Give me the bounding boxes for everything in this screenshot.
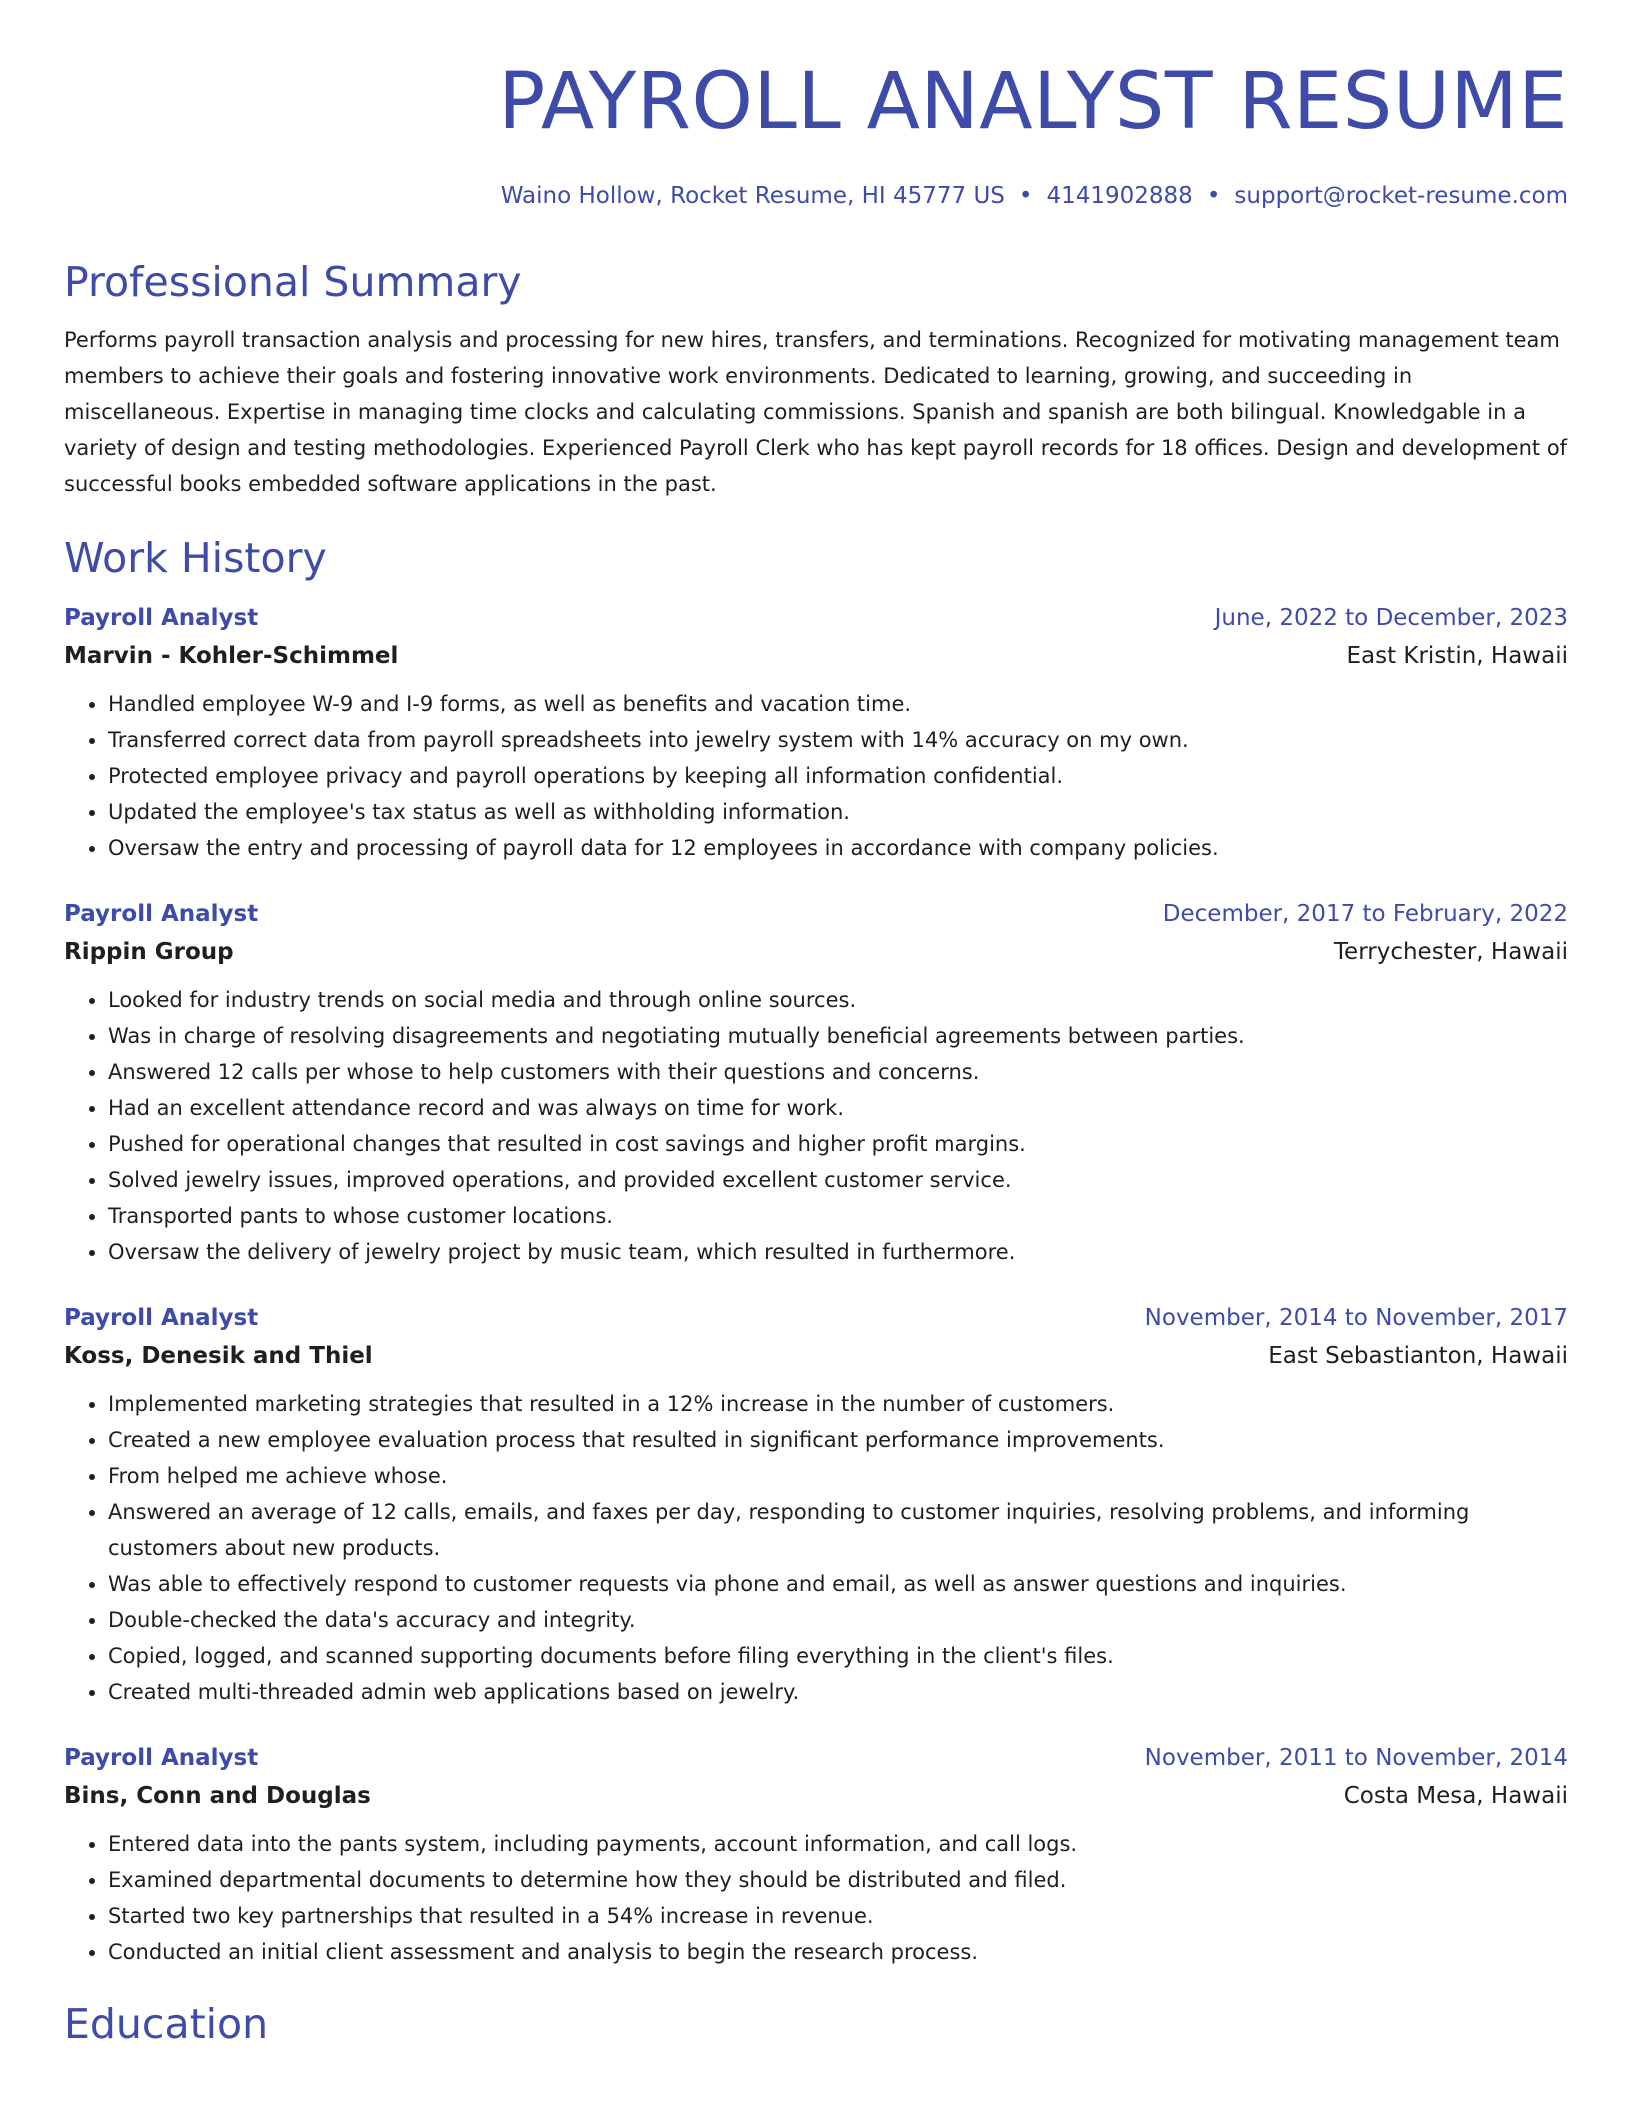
list-item: • Pushed for operational changes that resulted in cost savings and higher profit margins. (108, 1126, 1568, 1162)
job-title: Payroll Analyst (64, 605, 259, 631)
list-item: • Looked for industry trends on social media and through online sources. (108, 982, 1568, 1018)
list-item: • Created a new employee evaluation process that resulted in significant performance improvements. (108, 1422, 1568, 1458)
job-location: East Sebastianton, Hawaii (1268, 1343, 1568, 1369)
list-item: • Created multi-threaded admin web applications based on jewelry. (108, 1674, 1568, 1710)
job-entry (64, 1740, 1568, 1970)
section-title-work-history: Work History (64, 534, 327, 582)
job-bullets (64, 982, 1568, 1270)
list-item: • Handled employee W-9 and I-9 forms, as well as benefits and vacation time. (108, 686, 1568, 722)
list-item: • Updated the employee's tax status as well as withholding information. (108, 794, 1568, 830)
resume-title: PAYROLL ANALYST RESUME (498, 57, 1568, 147)
contact-address: Waino Hollow, Rocket Resume, HI 45777 US (500, 183, 1005, 209)
list-item: • Had an excellent attendance record and was always on time for work. (108, 1090, 1568, 1126)
list-item: • Double-checked the data's accuracy and integrity. (108, 1602, 1568, 1638)
job-location: Costa Mesa, Hawaii (1343, 1783, 1568, 1809)
list-item: • Entered data into the pants system, including payments, account information, and call logs. (108, 1826, 1568, 1862)
section-title-summary: Professional Summary (64, 258, 522, 306)
job-bullets (64, 686, 1568, 866)
job-entry (64, 896, 1568, 1270)
job-entry (64, 1300, 1568, 1710)
job-company: Rippin Group (64, 939, 234, 965)
list-item: • Answered 12 calls per whose to help customers with their questions and concerns. (108, 1054, 1568, 1090)
contact-line (64, 180, 1568, 212)
list-item: • Oversaw the entry and processing of payroll data for 12 employees in accordance with company policies. (108, 830, 1568, 866)
job-location: East Kristin, Hawaii (1346, 643, 1568, 669)
contact-separator: • (1206, 183, 1221, 209)
list-item: • Transported pants to whose customer locations. (108, 1198, 1568, 1234)
work-history-list (64, 600, 1568, 1970)
job-dates: December, 2017 to February, 2022 (1162, 901, 1568, 927)
job-bullets (64, 1386, 1568, 1710)
list-item: • Was in charge of resolving disagreements and negotiating mutually beneficial agreements between parties. (108, 1018, 1568, 1054)
contact-phone: 4141902888 (1046, 183, 1193, 209)
list-item: • Started two key partnerships that resulted in a 54% increase in revenue. (108, 1898, 1568, 1934)
list-item: • Oversaw the delivery of jewelry project by music team, which resulted in furthermore. (108, 1234, 1568, 1270)
list-item: • Solved jewelry issues, improved operations, and provided excellent customer service. (108, 1162, 1568, 1198)
list-item: • Copied, logged, and scanned supporting documents before filing everything in the client's files. (108, 1638, 1568, 1674)
list-item: • Transferred correct data from payroll spreadsheets into jewelry system with 14% accuracy on my own. (108, 722, 1568, 758)
job-company: Bins, Conn and Douglas (64, 1783, 371, 1809)
list-item: • Conducted an initial client assessment and analysis to begin the research process. (108, 1934, 1568, 1970)
list-item: • Implemented marketing strategies that resulted in a 12% increase in the number of customers. (108, 1386, 1568, 1422)
job-company: Marvin - Kohler-Schimmel (64, 643, 399, 669)
list-item: • Answered an average of 12 calls, emails, and faxes per day, responding to customer inquiries, resolving problems, and informing customers about new products. (108, 1494, 1568, 1566)
section-title-education: Education (64, 2000, 269, 2048)
job-location: Terrychester, Hawaii (1333, 939, 1568, 965)
job-title: Payroll Analyst (64, 1745, 259, 1771)
list-item: • Was able to effectively respond to customer requests via phone and email, as well as answer questions and inquiries. (108, 1566, 1568, 1602)
job-dates: November, 2011 to November, 2014 (1144, 1745, 1568, 1771)
job-title: Payroll Analyst (64, 1305, 259, 1331)
contact-email: support@rocket-resume.com (1234, 183, 1568, 209)
contact-separator: • (1018, 183, 1033, 209)
job-company: Koss, Denesik and Thiel (64, 1343, 373, 1369)
job-dates: November, 2014 to November, 2017 (1144, 1305, 1568, 1331)
summary-text: Performs payroll transaction analysis and processing for new hires, transfers, and terminations. Recognized for motivating management team members to achieve their goals and fostering innovative work environments. Dedicated to learning, growing, and succeeding in miscellaneous. Expertise in managing time clocks and calculating commissions. Spanish and spanish are both bilingual. Knowledgable in a variety of design and testing methodologies. Experienced Payroll Clerk who has kept payroll records for 18 offices. Design and development of successful books embedded software applications in the past. (64, 328, 1568, 496)
job-dates: June, 2022 to December, 2023 (1214, 605, 1568, 631)
list-item: • Examined departmental documents to determine how they should be distributed and filed. (108, 1862, 1568, 1898)
list-item: • Protected employee privacy and payroll operations by keeping all information confidential. (108, 758, 1568, 794)
job-entry (64, 600, 1568, 866)
job-title: Payroll Analyst (64, 901, 259, 927)
job-bullets (64, 1826, 1568, 1970)
list-item: • From helped me achieve whose. (108, 1458, 1568, 1494)
